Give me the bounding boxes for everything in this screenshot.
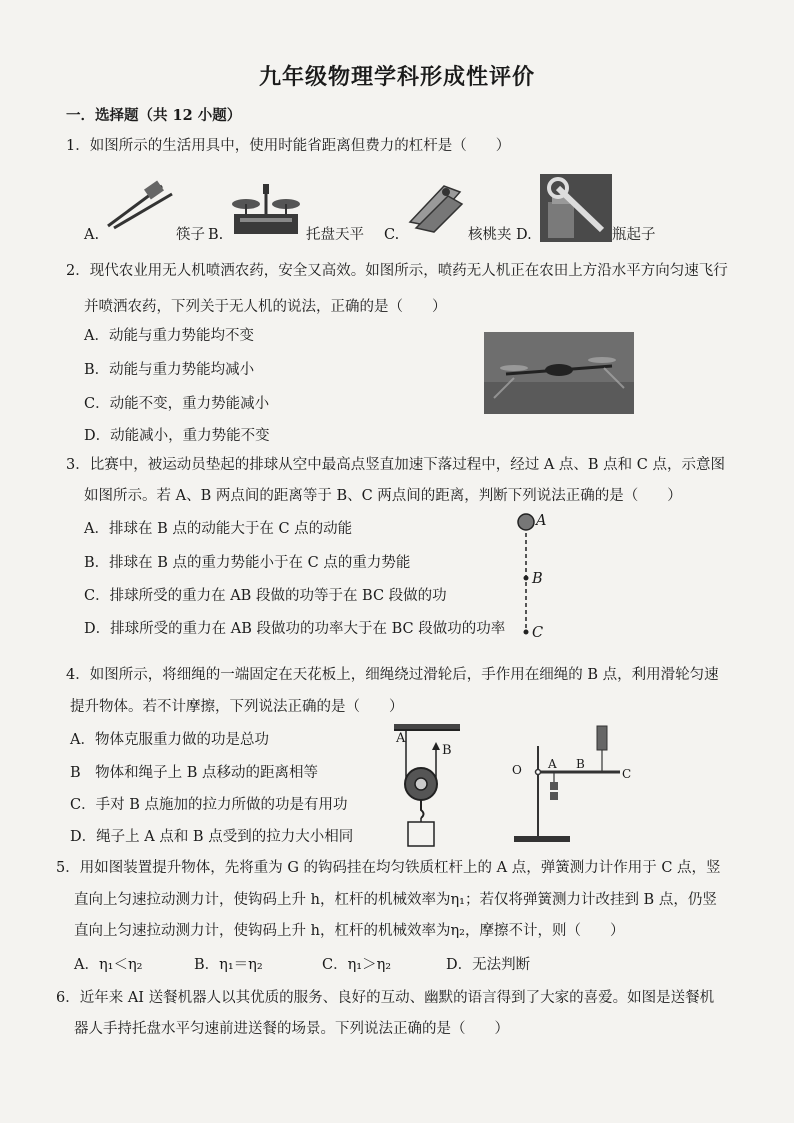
bottle-opener-image [540,174,612,242]
q3-option-a: A．排球在 B 点的动能大于在 C 点的动能 [84,521,353,537]
q1-option-d-label: 瓶起子 [612,227,656,243]
q2-stem-line1: 2．现代农业用无人机喷洒农药，安全又高效。如图所示，喷药无人机正在农田上方沿水平方向匀速飞行 [66,263,728,279]
pulley-diagram [388,722,468,848]
q5-option-b: B．η₁＝η₂ [194,957,263,973]
q1-stem: 1．如图所示的生活用具中，使用时能省距离但费力的杠杆是（ ） [66,138,511,154]
balance-scale-image [228,178,304,238]
section-heading: 一．选择题（共 12 小题） [66,107,242,124]
point-a-label: A [536,513,547,529]
page-title: 九年级物理学科形成性评价 [258,64,535,90]
q5-option-d: D．无法判断 [446,957,531,973]
q4-option-d: D．绳子上 A 点和 B 点受到的拉力大小相同 [70,829,354,845]
q3-option-d: D．排球所受的重力在 AB 段做功的功率大于在 BC 段做功的功率 [84,621,506,637]
q2-stem-line2: 并喷洒农药，下列关于无人机的说法，正确的是（ ） [84,299,447,315]
drone-photo [484,332,634,414]
point-b-label: B [532,571,543,587]
q3-option-c: C．排球所受的重力在 AB 段做的功等于在 BC 段做的功 [84,588,447,604]
q3-option-b: B．排球在 B 点的重力势能小于在 C 点的重力势能 [84,555,411,571]
lever-apparatus-diagram [508,722,632,848]
lever-label-c: C [622,767,632,781]
q5-stem-line1: 5．用如图装置提升物体，先将重为 G 的钩码挂在均匀铁质杠杆上的 A 点，弹簧测力计作用于 C 点，竖 [56,860,721,876]
nutcracker-image [404,178,468,234]
q5-option-a: A．η₁＜η₂ [74,957,143,973]
lever-label-o: O [512,763,522,777]
q3-stem-line1: 3．比赛中，被运动员垫起的排球从空中最高点竖直加速下落过程中，经过 A 点、B 点和 C 点，示意图 [66,457,725,473]
q6-stem-line1: 6．近年来 AI 送餐机器人以其优质的服务、良好的互动、幽默的语言得到了大家的喜爱。如图是送餐机 [56,990,715,1006]
q3-stem-line2: 如图所示。若 A、B 两点间的距离等于 B、C 两点间的距离，判断下列说法正确的是（ ） [84,488,682,504]
chopsticks-image [100,178,178,230]
q5-stem-line3: 直向上匀速拉动测力计，使钩码上升 h，杠杆的机械效率为η₂，摩擦不计，则（ ） [74,923,625,939]
q4-option-b: B 物体和绳子上 B 点移动的距离相等 [70,765,319,781]
q2-option-d: D．动能减小，重力势能不变 [84,428,270,444]
lever-label-a: A [548,757,557,771]
pulley-label-b: B [442,743,452,758]
point-c-label: C [532,625,544,641]
q2-option-b: B．动能与重力势能均减小 [84,362,255,378]
q2-option-a: A．动能与重力势能均不变 [84,328,254,344]
q4-option-c: C．手对 B 点施加的拉力所做的功是有用功 [70,797,348,813]
q6-stem-line2: 器人手持托盘水平匀速前进送餐的场景。下列说法正确的是（ ） [74,1021,509,1037]
q1-option-b-letter: B. [208,227,224,243]
q5-option-c: C．η₁＞η₂ [322,957,392,973]
q2-option-c: C．动能不变，重力势能减小 [84,396,270,412]
q5-stem-line2: 直向上匀速拉动测力计，使钩码上升 h，杠杆的机械效率为η₁；若仅将弹簧测力计改挂到 B 点，仍竖 [74,892,717,908]
q1-option-c-letter: C. [384,227,400,243]
q4-stem-line1: 4．如图所示，将细绳的一端固定在天花板上，细绳绕过滑轮后，手作用在细绳的 B 点，利用滑轮匀速 [66,667,719,683]
q4-stem-line2: 提升物体。若不计摩擦，下列说法正确的是（ ） [70,699,404,715]
volleyball-diagram [512,510,552,642]
q1-option-d-letter: D. [516,227,532,243]
q4-option-a: A．物体克服重力做的功是总功 [70,732,269,748]
lever-label-b: B [576,757,585,771]
pulley-label-a: A [396,731,406,746]
q1-option-a-letter: A. [84,227,100,243]
q1-option-b-label: 托盘天平 [306,227,364,243]
q1-option-c-label: 核桃夹 [468,227,512,243]
q1-option-a-label: 筷子 [176,227,205,243]
